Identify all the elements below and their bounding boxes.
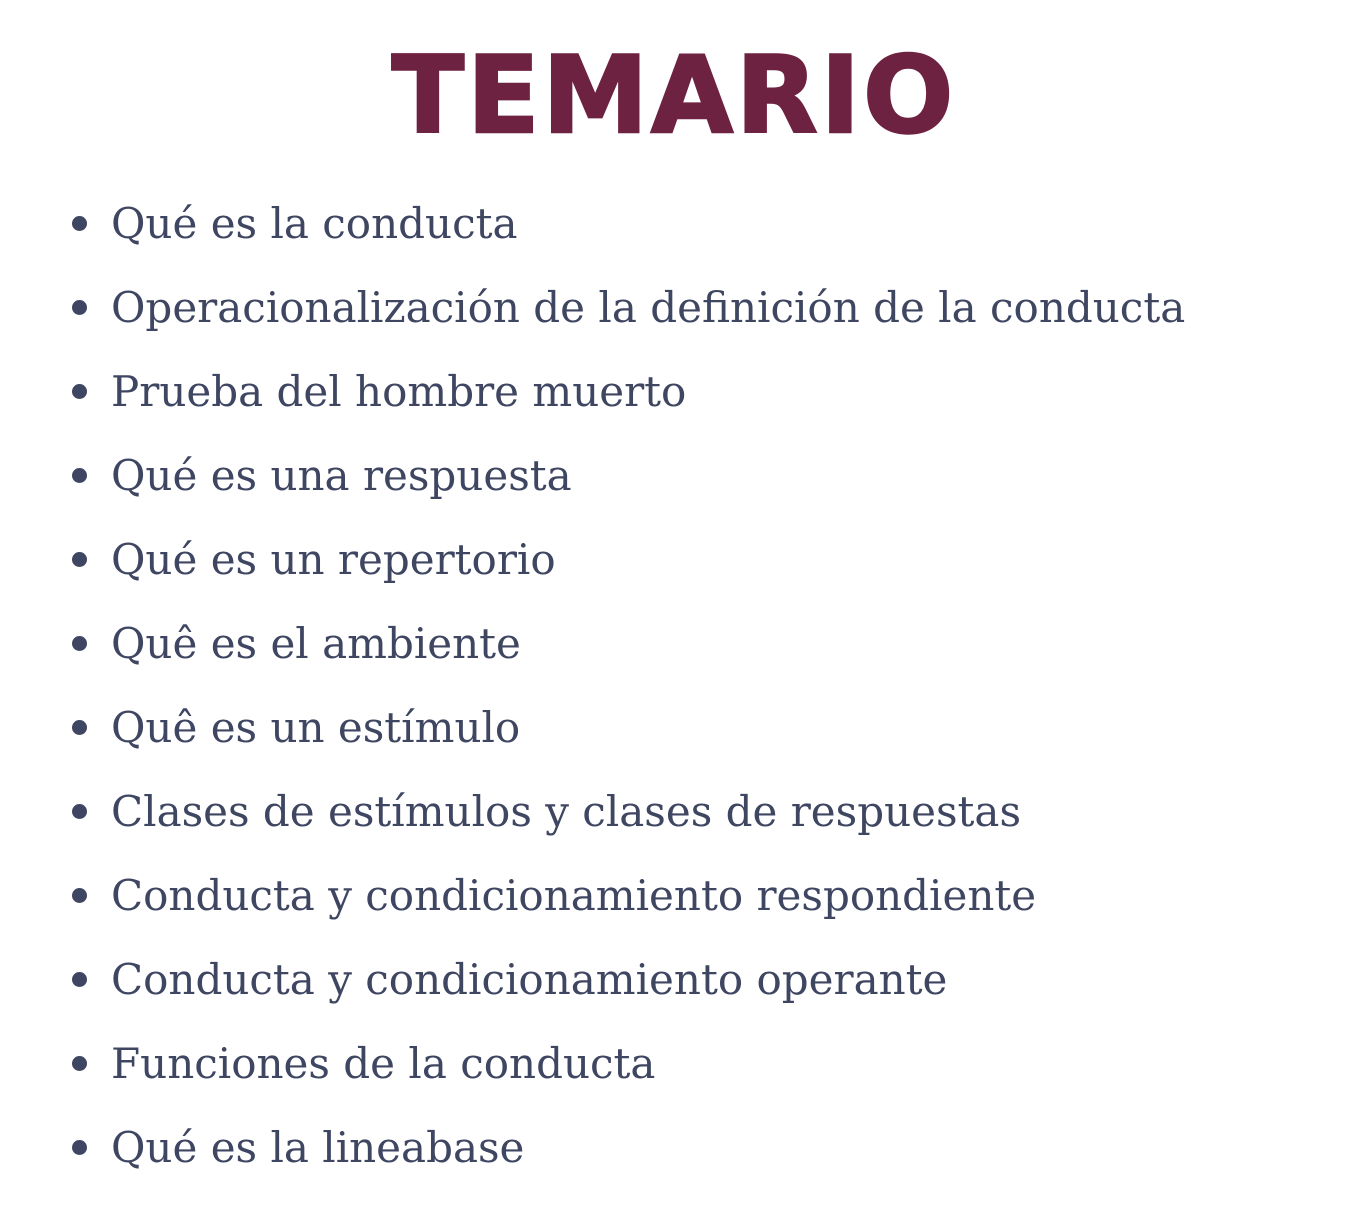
list-item: [72, 618, 1185, 668]
list-item: [72, 1038, 1185, 1088]
list-item-text: Conducta y condicionamiento operante: [111, 954, 948, 1004]
bullet-icon: [72, 804, 87, 819]
list-item-text: Qué es un repertorio: [111, 534, 556, 584]
list-item-text: Operacionalización de la definición de la conducta: [111, 282, 1186, 332]
bullet-icon: [72, 384, 87, 399]
bullet-icon: [72, 636, 87, 651]
bullet-icon: [72, 468, 87, 483]
list-item-text: Qué es la conducta: [111, 198, 518, 248]
bullet-icon: [72, 552, 87, 567]
list-item-text: Quê es un estímulo: [111, 702, 521, 752]
bullet-icon: [72, 888, 87, 903]
list-item: [72, 870, 1185, 920]
list-item-text: Funciones de la conducta: [111, 1038, 656, 1088]
list-item: [72, 786, 1185, 836]
list-item: [72, 450, 1185, 500]
list-item: [72, 702, 1185, 752]
list-item: [72, 282, 1185, 332]
list-item: [72, 534, 1185, 584]
bullet-icon: [72, 1140, 87, 1155]
page-title: TEMARIO: [391, 34, 957, 157]
list-item: [72, 366, 1185, 416]
topic-list: [72, 198, 1185, 1206]
list-item-text: Clases de estímulos y clases de respuestas: [111, 786, 1022, 836]
bullet-icon: [72, 1056, 87, 1071]
list-item: [72, 198, 1185, 248]
bullet-icon: [72, 216, 87, 231]
bullet-icon: [72, 300, 87, 315]
bullet-icon: [72, 720, 87, 735]
list-item-text: Conducta y condicionamiento respondiente: [111, 870, 1037, 920]
bullet-icon: [72, 972, 87, 987]
list-item-text: Prueba del hombre muerto: [111, 366, 687, 416]
list-item-text: Qué es la lineabase: [111, 1122, 525, 1172]
list-item-text: Qué es una respuesta: [111, 450, 572, 500]
list-item: [72, 1122, 1185, 1172]
list-item-text: Quê es el ambiente: [111, 618, 521, 668]
list-item: [72, 954, 1185, 1004]
